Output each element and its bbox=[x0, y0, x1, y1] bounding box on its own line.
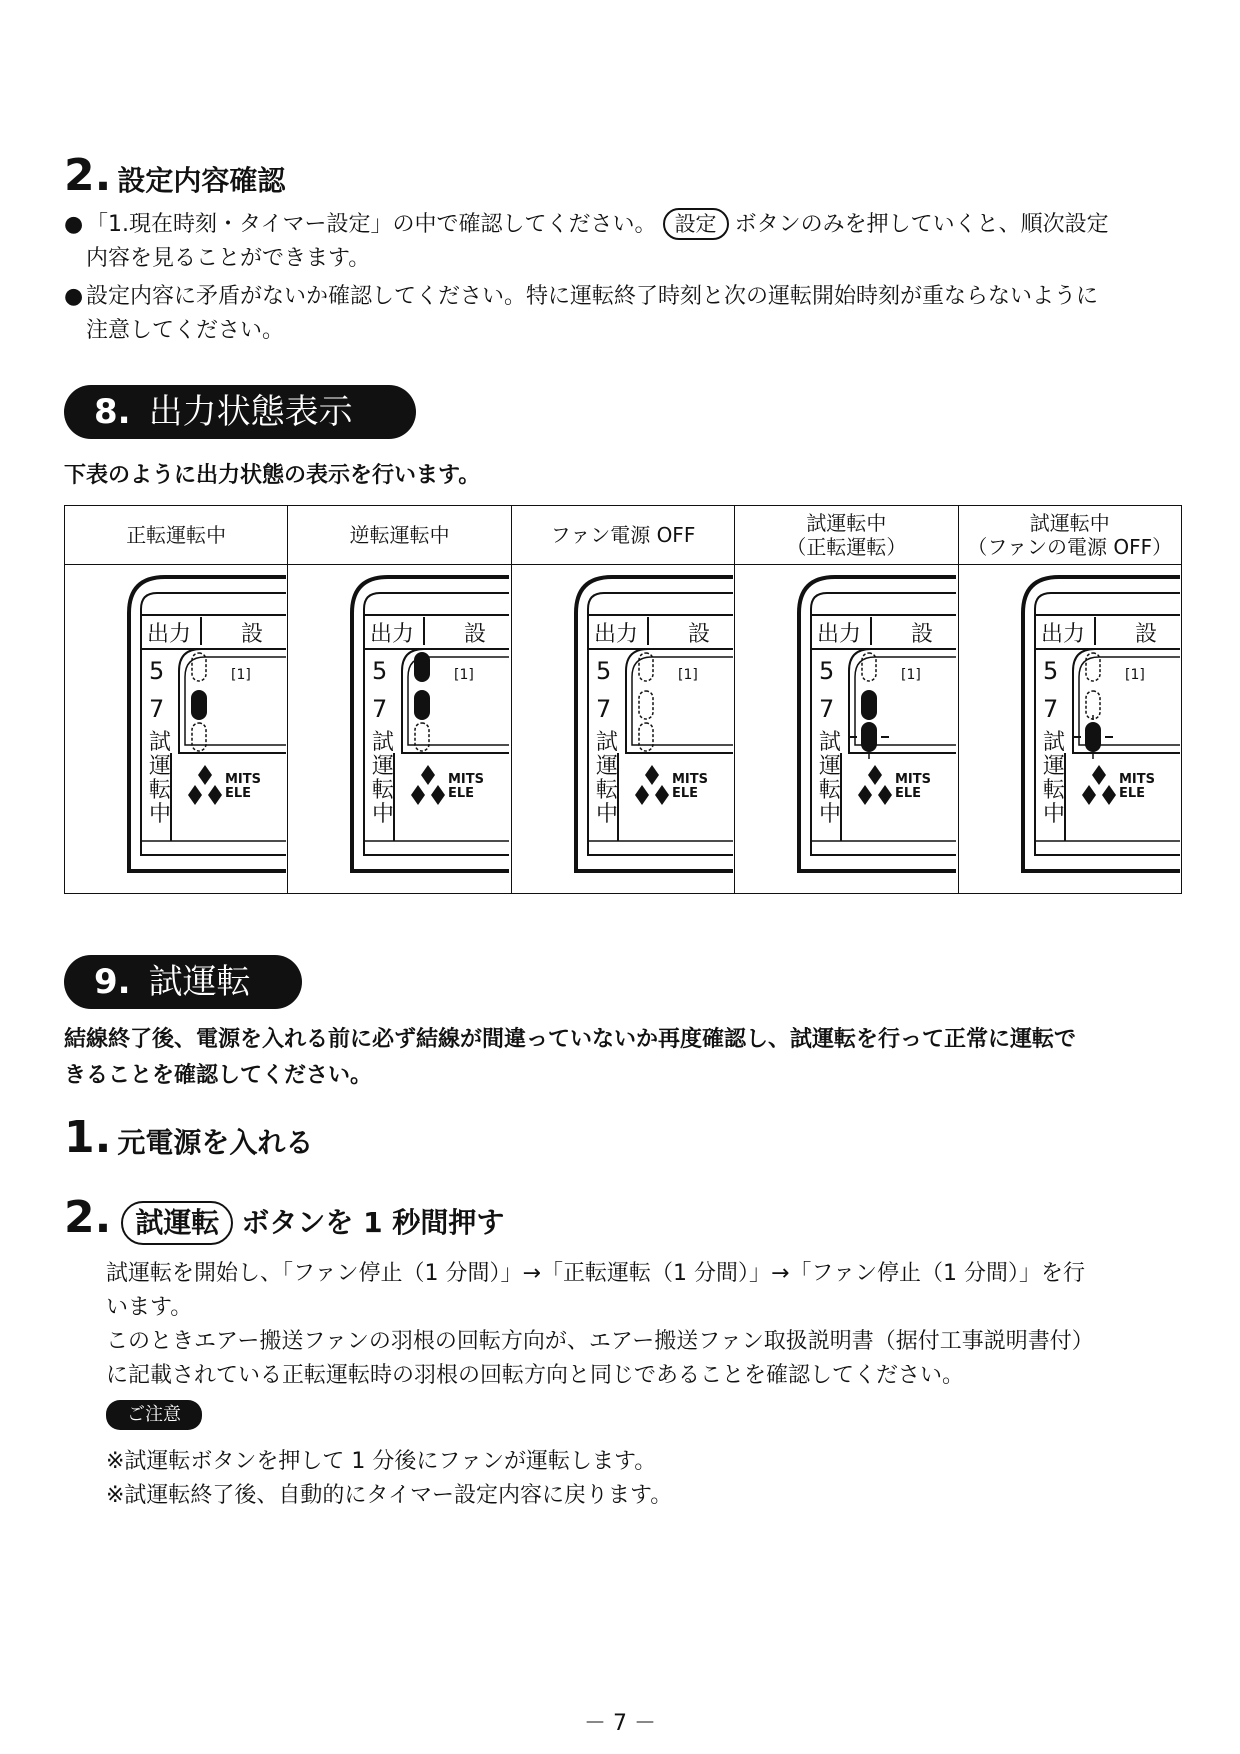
label-5: 5 bbox=[149, 657, 165, 685]
step-number: 1. bbox=[64, 1112, 112, 1163]
output-label: 出力 bbox=[370, 622, 415, 647]
trial-run-label: 転 bbox=[149, 778, 172, 803]
note-text: ※試運転終了後、自動的にタイマー設定内容に戻ります。 bbox=[106, 1483, 673, 1508]
label-5: 5 bbox=[372, 657, 388, 685]
brand-logo-text: MITS bbox=[671, 772, 708, 787]
caution-notes bbox=[106, 1445, 1186, 1513]
status-cell-forward bbox=[65, 565, 288, 894]
section-number: 8. bbox=[94, 392, 131, 432]
brand-logo-icon bbox=[858, 765, 892, 805]
table-header: ファン電源 OFF bbox=[511, 506, 734, 565]
output-status-table bbox=[64, 505, 1182, 894]
label-5: 5 bbox=[819, 657, 835, 685]
trial-run-label: 転 bbox=[819, 778, 842, 803]
trial-run-label: 中 bbox=[819, 802, 842, 827]
led-off bbox=[639, 723, 653, 751]
section-9-heading bbox=[64, 955, 302, 1009]
trial-run-label: 転 bbox=[372, 778, 395, 803]
brand-logo-text: ELE bbox=[225, 786, 252, 801]
trial-run-label: 試 bbox=[595, 730, 618, 755]
led-on bbox=[861, 722, 877, 752]
led-off bbox=[639, 691, 653, 719]
trial-run-label: 運 bbox=[372, 754, 395, 779]
bullet-text: 「1.現在時刻・タイマー設定」の中で確認してください。 bbox=[86, 212, 657, 237]
label-5: 5 bbox=[1042, 657, 1058, 685]
section-title: 設定内容確認 bbox=[117, 164, 286, 197]
step-1-heading bbox=[64, 1112, 313, 1163]
table-header-sub: （ファンの電源 OFF） bbox=[967, 535, 1173, 559]
brand-logo-text: MITS bbox=[225, 772, 262, 787]
trial-run-label: 運 bbox=[595, 754, 618, 779]
lcd-panel-illustration bbox=[959, 565, 1180, 891]
label-7: 7 bbox=[149, 695, 165, 723]
label-7: 7 bbox=[819, 695, 835, 723]
brand-logo-text: ELE bbox=[448, 786, 475, 801]
lcd-panel-illustration bbox=[512, 565, 733, 891]
led-window bbox=[626, 649, 733, 753]
lcd-panel-illustration bbox=[65, 565, 286, 891]
trial-run-label: 転 bbox=[595, 778, 618, 803]
note-text: ※試運転ボタンを押して 1 分後にファンが運転します。 bbox=[106, 1449, 657, 1474]
settings-button-label: 設定 bbox=[663, 208, 729, 240]
settings-label: 設 bbox=[464, 622, 487, 647]
status-cell-trial-fan-off bbox=[958, 565, 1181, 894]
lcd-panel-illustration bbox=[288, 565, 509, 891]
led-on bbox=[414, 652, 430, 682]
label-5: 5 bbox=[595, 657, 612, 685]
led-off bbox=[1086, 691, 1100, 719]
section-8-heading bbox=[64, 385, 416, 439]
output-label: 出力 bbox=[593, 622, 638, 647]
trial-run-label: 中 bbox=[149, 802, 172, 827]
page-number: － 7 － bbox=[584, 1711, 656, 1736]
table-header: 試運転中 （ファンの電源 OFF） bbox=[958, 506, 1181, 565]
trial-run-label: 試 bbox=[1042, 730, 1065, 755]
brand-logo-text: MITS bbox=[448, 772, 485, 787]
brand-logo-text: MITS bbox=[895, 772, 932, 787]
trial-run-label: 中 bbox=[595, 802, 618, 827]
brand-logo-text: ELE bbox=[671, 786, 698, 801]
status-cell-trial-forward bbox=[735, 565, 958, 894]
bullet-text: 注意してください。 bbox=[86, 318, 285, 343]
label-7: 7 bbox=[595, 695, 612, 723]
trial-run-label: 中 bbox=[372, 802, 395, 827]
table-header-sub: （正転運転） bbox=[786, 535, 907, 559]
trial-run-label: 転 bbox=[1042, 778, 1065, 803]
led-on bbox=[1085, 722, 1101, 752]
section-title: 出力状態表示 bbox=[148, 392, 353, 432]
status-cell-reverse bbox=[288, 565, 511, 894]
trial-run-label: 試 bbox=[149, 730, 172, 755]
step-2-description: 試運転を開始し、「ファン停止（1 分間）」→「正転運転（1 分間）」→「ファン停止（1 分間）」を行 います。 このときエアー搬送ファンの羽根の回転方向が、エアー搬送ファン取扱説明書（据付工事説明書付） に記載されている正転運転時の羽根の回転方向と同じであることを確認してください。 bbox=[106, 1261, 1094, 1388]
bullet-list bbox=[64, 208, 1184, 348]
output-label: 出力 bbox=[1040, 622, 1085, 647]
trial-run-label: 運 bbox=[819, 754, 842, 779]
bracket-label: [1] bbox=[231, 667, 251, 683]
bullet-icon: ● bbox=[64, 284, 84, 309]
bullet-item bbox=[64, 208, 1184, 276]
bracket-label: [1] bbox=[1124, 667, 1145, 683]
settings-label: 設 bbox=[241, 622, 264, 647]
brand-logo-text: ELE bbox=[895, 786, 922, 801]
bullet-text: 設定内容に矛盾がないか確認してください。特に運転終了時刻と次の運転開始時刻が重ならないように bbox=[86, 284, 1099, 309]
table-header: 正転運転中 bbox=[65, 506, 288, 565]
brand-logo-text: ELE bbox=[1118, 786, 1145, 801]
bullet-item bbox=[64, 280, 1184, 348]
section-title: 試運転 bbox=[148, 962, 251, 1002]
section-heading-confirm bbox=[64, 150, 285, 201]
brand-logo-text: MITS bbox=[1118, 772, 1155, 787]
trial-run-label: 運 bbox=[149, 754, 172, 779]
settings-label: 設 bbox=[911, 622, 934, 647]
bullet-text: ボタンのみを押していくと、順次設定 bbox=[734, 212, 1109, 237]
section-8-lead: 下表のように出力状態の表示を行います。 bbox=[64, 463, 481, 488]
output-label: 出力 bbox=[817, 622, 862, 647]
lcd-panel-illustration bbox=[735, 565, 956, 891]
step-2-heading bbox=[64, 1192, 504, 1245]
label-7: 7 bbox=[1042, 695, 1058, 723]
trial-run-label: 中 bbox=[1042, 802, 1065, 827]
brand-logo-icon bbox=[635, 765, 669, 805]
led-off bbox=[192, 723, 206, 751]
bracket-label: [1] bbox=[901, 667, 922, 683]
brand-logo-icon bbox=[188, 765, 222, 805]
section-9-lead: 結線終了後、電源を入れる前に必ず結線が間違っていないか再度確認し、試運転を行って正常に運転で きることを確認してください。 bbox=[64, 1027, 1077, 1088]
step-number: 2. bbox=[64, 1192, 112, 1243]
section-number: 2. bbox=[64, 150, 112, 201]
brand-logo-icon bbox=[411, 765, 445, 805]
brand-logo-icon bbox=[1082, 765, 1116, 805]
label-7: 7 bbox=[372, 695, 388, 723]
trial-run-button-label: 試運転 bbox=[121, 1201, 233, 1245]
led-off bbox=[415, 723, 429, 751]
trial-run-label: 試 bbox=[372, 730, 395, 755]
led-on bbox=[414, 690, 430, 720]
step-title: 元電源を入れる bbox=[117, 1126, 314, 1159]
bullet-text: 内容を見ることができます。 bbox=[86, 246, 371, 271]
table-header: 試運転中 （正転運転） bbox=[735, 506, 958, 565]
step-title: ボタンを 1 秒間押す bbox=[241, 1206, 505, 1239]
bracket-label: [1] bbox=[677, 667, 698, 683]
caution-badge: ご注意 bbox=[106, 1400, 202, 1430]
table-header: 逆転運転中 bbox=[288, 506, 511, 565]
status-cell-fan-off bbox=[511, 565, 734, 894]
settings-label: 設 bbox=[1134, 622, 1157, 647]
led-on bbox=[191, 690, 207, 720]
trial-run-label: 試 bbox=[819, 730, 842, 755]
bullet-icon: ● bbox=[64, 212, 84, 237]
section-number: 9. bbox=[94, 962, 131, 1002]
output-label: 出力 bbox=[147, 622, 192, 647]
trial-run-label: 運 bbox=[1042, 754, 1065, 779]
settings-label: 設 bbox=[687, 622, 710, 647]
bracket-label: [1] bbox=[454, 667, 475, 683]
